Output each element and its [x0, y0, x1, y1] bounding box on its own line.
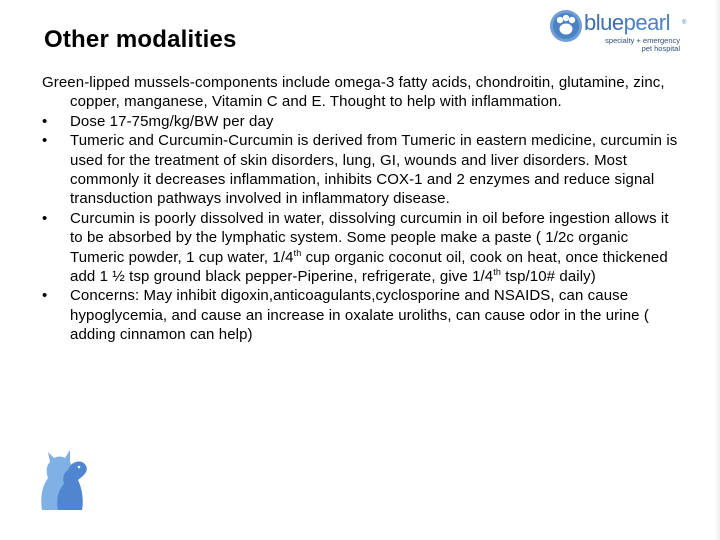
bullet-icon: • [42, 132, 48, 150]
paw-badge-icon [548, 8, 584, 44]
logo-word-pearl: pearl [623, 10, 671, 35]
superscript-th: th [493, 267, 501, 278]
list-item-text-part2: cup organic coconut oil, cook on heat, once thickened add 1 ½ tsp ground black pepper-Piperine, refrigerate, give 1/4 [70, 248, 668, 286]
logo-tagline-line1: specialty + emergency [605, 36, 680, 45]
logo-registered-mark: ® [682, 20, 687, 26]
list-item-concerns [42, 286, 682, 344]
list-item-text-part3: tsp/10# daily) [500, 268, 596, 286]
list-item-text: Concerns: May inhibit digoxin,anticoagulants,cyclosporine and NSAIDS, can cause hypoglycemia, and cause an increase in oxalate uroliths, can cause odor in the urine ( adding cinnamon can help) [70, 287, 649, 344]
list-item-text: Tumeric and Curcumin-Curcumin is derived from Tumeric in eastern medicine, curcumin is used for the treatment of skin disorders, lung, GI, wounds and liver disorders. Most commonly it decreases inflammation, inhibits COX-1 and 2 enzymes and reduce signal transduction pathways involved in inflammatory disease. [70, 132, 678, 208]
slide-body [42, 73, 682, 345]
slide-right-edge [714, 0, 720, 540]
logo-tagline-line2: pet hospital [641, 44, 680, 53]
bullet-icon: • [42, 287, 48, 305]
logo-word-blue: blue [584, 10, 624, 35]
list-item-text: Dose 17-75mg/kg/BW per day [70, 112, 274, 130]
bullet-icon: • [42, 209, 48, 227]
slide-title: Other modalities [44, 26, 237, 53]
list-item-text-part1: Curcumin is poorly dissolved in water, dissolving curcumin in oil before ingestion allows it to be absorbed by the lymphatic system. Some people make a paste ( 1/2c organic Tumeric powder, 1 cup water, 1/4 [70, 209, 669, 266]
bullet-list [42, 112, 682, 345]
list-item-dose [42, 112, 682, 131]
bluepearl-logo [548, 8, 688, 62]
superscript-th: th [293, 247, 302, 258]
dog-and-cat-silhouette-icon [34, 440, 90, 510]
logo-wordmark [584, 10, 670, 36]
list-item-tumeric [42, 131, 682, 209]
list-item-curcumin-paste [42, 209, 682, 287]
intro-paragraph: Green-lipped mussels-components include omega-3 fatty acids, chondroitin, glutamine, zinc, copper, manganese, Vitamin C and E. Thought to help with inflammation. [42, 74, 665, 111]
bullet-icon: • [42, 112, 48, 130]
logo-tagline [586, 37, 680, 53]
